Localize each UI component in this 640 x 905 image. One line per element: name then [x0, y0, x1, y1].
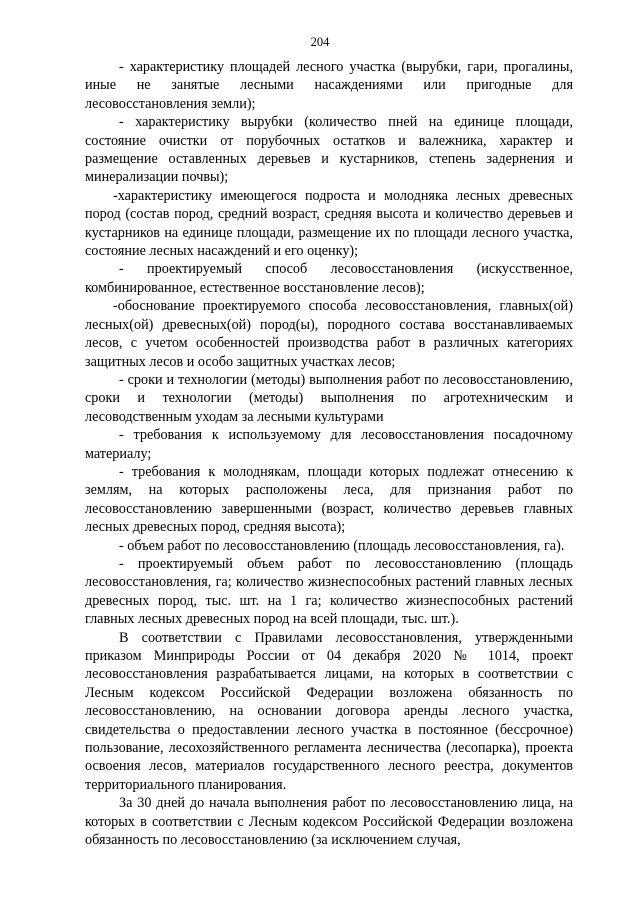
paragraph-thirty-days-notice: За 30 дней до начала выполнения работ по лесовосстановлению лица, на которых в соответствии с Лесным кодексом Российской Федерации возложена обязанность по лесовосстановлению (за исключением случая, [85, 795, 573, 849]
paragraph-clearing-characteristics: - характеристику вырубки (количество пней на единице площади, состояние очистки от порубочных остатков и валежника, характер и размещение оставленных деревьев и кустарников, степень задернения и минерализации почвы); [85, 114, 573, 186]
paragraph-undergrowth-characteristics: -характеристику имеющегося подроста и молодняка лесных древесных пород (состав пород, средний возраст, средняя высота и количество деревьев и кустарников на единице площади, размещение их по площади лесного участка, состояние лесных насаждений и его оценку); [85, 187, 573, 260]
paragraph-projected-work-volume: - проектируемый объем работ по лесовосстановлению (площадь лесовосстановления, га; количество жизнеспособных растений главных лесных древесных пород, тыс. шт. на 1 га; количество жизнеспособных растений главных лесных древесных пород на всей площади, тыс. шт.). [85, 555, 573, 628]
paragraph-area-characteristics: - характеристику площадей лесного участка (вырубки, гари, прогалины, иные не занятые лесными насаждениями или пригодные для лесовосстановления земли); [85, 59, 573, 112]
document-body [85, 58, 573, 849]
paragraph-reforestation-rules: В соответствии с Правилами лесовосстановления, утвержденными приказом Минприроды России от 04 декабря 2020 № 1014, проект лесовосстановления разрабатывается лицами, на которых в соответствии с Лесным кодексом Российской Федерации возложена обязанность по лесовосстановлению, на основании договора аренды лесного участка, свидетельства о предоставлении лесного участка в постоянное (бессрочное) пользование, лесохозяйственного регламента лесничества (лесопарка), проекта освоения лесов, материалов государственного лесного реестра, документов территориального планирования. [85, 629, 573, 793]
paragraph-timing-and-technology: - сроки и технологии (методы) выполнения работ по лесовосстановлению, сроки и технологии (методы) выполнения по агротехническим и лесоводственным уходам за лесными культурами [85, 371, 573, 425]
paragraph-planting-material-requirements: - требования к используемому для лесовосстановления посадочному материалу; [85, 427, 573, 462]
paragraph-method-justification: -обоснование проектируемого способа лесовосстановления, главных(ой) лесных(ой) древесных(ой) пород(ы), породного состава восстанавливаемых лесов, с учетом особенностей производства работ в различных категориях защитных лесов и особо защитных участках лесов; [85, 298, 573, 370]
paragraph-young-stand-requirements: - требования к молоднякам, площади которых подлежат отнесению к землям, на которых расположены леса, для признания работ по лесовосстановлению завершенными (возраст, количество деревьев главных лесных древесных пород, средняя высота); [85, 463, 573, 536]
page-number: 204 [310, 35, 330, 49]
paragraph-work-volume: - объем работ по лесовосстановлению (площадь лесовосстановления, га). [119, 537, 565, 554]
paragraph-reforestation-method: - проектируемый способ лесовосстановления (искусственное, комбинированное, естественное восстановление лесов); [85, 261, 573, 296]
